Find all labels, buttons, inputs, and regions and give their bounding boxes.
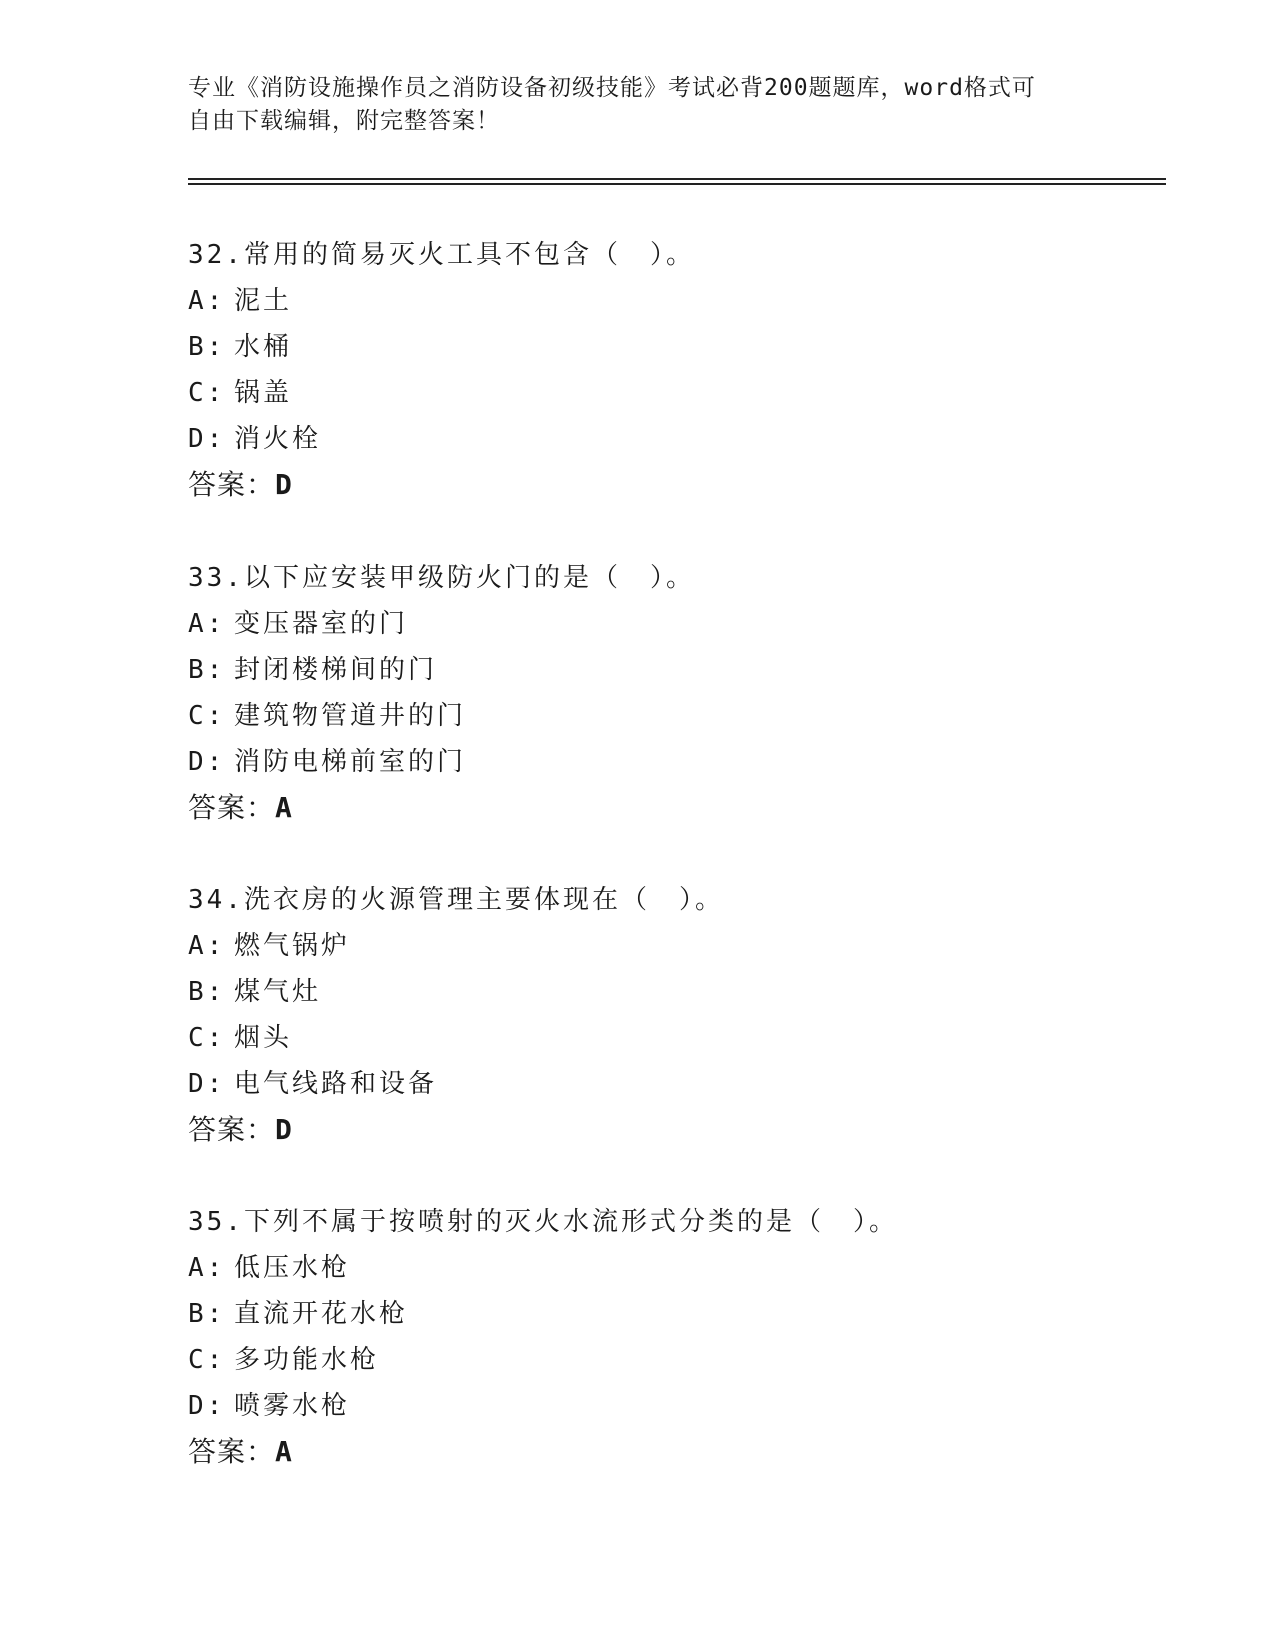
question-35	[188, 1199, 1168, 1475]
option-text: 煤气灶	[234, 977, 322, 1007]
option-d	[188, 1383, 1168, 1429]
answer-label: 答案：	[188, 1435, 276, 1468]
option-a	[188, 601, 1168, 647]
option-key: C:	[188, 1345, 226, 1375]
answer-value: A	[275, 1435, 293, 1468]
option-text: 泥土	[234, 286, 293, 316]
question-32	[188, 232, 1168, 508]
option-b	[188, 647, 1168, 693]
option-key: D:	[188, 1391, 226, 1421]
answer-label: 答案：	[188, 1113, 276, 1146]
document-header	[188, 72, 1088, 138]
option-text: 消火栓	[234, 424, 322, 454]
option-key: C:	[188, 378, 226, 408]
option-key: A:	[188, 931, 226, 961]
question-stem: 35.下列不属于按喷射的灭火水流形式分类的是（ ）。	[188, 1207, 898, 1237]
header-divider-bottom	[188, 183, 1166, 185]
option-text: 低压水枪	[234, 1253, 351, 1283]
option-key: B:	[188, 655, 226, 685]
option-d	[188, 739, 1168, 785]
answer-value: D	[275, 468, 293, 501]
option-key: D:	[188, 1069, 226, 1099]
option-text: 锅盖	[234, 378, 293, 408]
option-key: D:	[188, 424, 226, 454]
option-key: D:	[188, 747, 226, 777]
question-stem: 33.以下应安装甲级防火门的是（ ）。	[188, 563, 695, 593]
option-text: 喷雾水枪	[234, 1391, 351, 1421]
answer-label: 答案：	[188, 791, 276, 824]
option-key: B:	[188, 977, 226, 1007]
option-text: 建筑物管道井的门	[234, 701, 467, 731]
option-text: 烟头	[234, 1023, 293, 1053]
header-line-2: 自由下载编辑，附完整答案！	[188, 108, 500, 134]
question-stem: 34.洗衣房的火源管理主要体现在（ ）。	[188, 885, 724, 915]
option-key: A:	[188, 286, 226, 316]
header-divider-top	[188, 178, 1166, 180]
option-d	[188, 416, 1168, 462]
option-c	[188, 370, 1168, 416]
option-text: 燃气锅炉	[234, 931, 351, 961]
option-a	[188, 278, 1168, 324]
answer-line	[188, 1429, 1168, 1475]
question-33	[188, 555, 1168, 831]
option-c	[188, 1015, 1168, 1061]
option-b	[188, 969, 1168, 1015]
option-text: 直流开花水枪	[234, 1299, 409, 1329]
option-text: 封闭楼梯间的门	[234, 655, 438, 685]
option-c	[188, 1337, 1168, 1383]
option-key: A:	[188, 609, 226, 639]
option-key: B:	[188, 332, 226, 362]
option-a	[188, 923, 1168, 969]
question-stem: 32.常用的简易灭火工具不包含（ ）。	[188, 240, 695, 270]
option-text: 多功能水枪	[234, 1345, 380, 1375]
answer-line	[188, 462, 1168, 508]
option-b	[188, 324, 1168, 370]
option-c	[188, 693, 1168, 739]
header-line-1: 专业《消防设施操作员之消防设备初级技能》考试必背200题题库，word格式可	[188, 75, 1036, 101]
option-text: 水桶	[234, 332, 293, 362]
option-text: 变压器室的门	[234, 609, 409, 639]
answer-line	[188, 1107, 1168, 1153]
option-a	[188, 1245, 1168, 1291]
option-b	[188, 1291, 1168, 1337]
option-text: 电气线路和设备	[234, 1069, 438, 1099]
question-34	[188, 877, 1168, 1153]
option-key: B:	[188, 1299, 226, 1329]
answer-line	[188, 785, 1168, 831]
answer-value: A	[275, 791, 293, 824]
option-key: C:	[188, 1023, 226, 1053]
option-key: A:	[188, 1253, 226, 1283]
answer-label: 答案：	[188, 468, 276, 501]
option-key: C:	[188, 701, 226, 731]
option-text: 消防电梯前室的门	[234, 747, 467, 777]
option-d	[188, 1061, 1168, 1107]
answer-value: D	[275, 1113, 293, 1146]
